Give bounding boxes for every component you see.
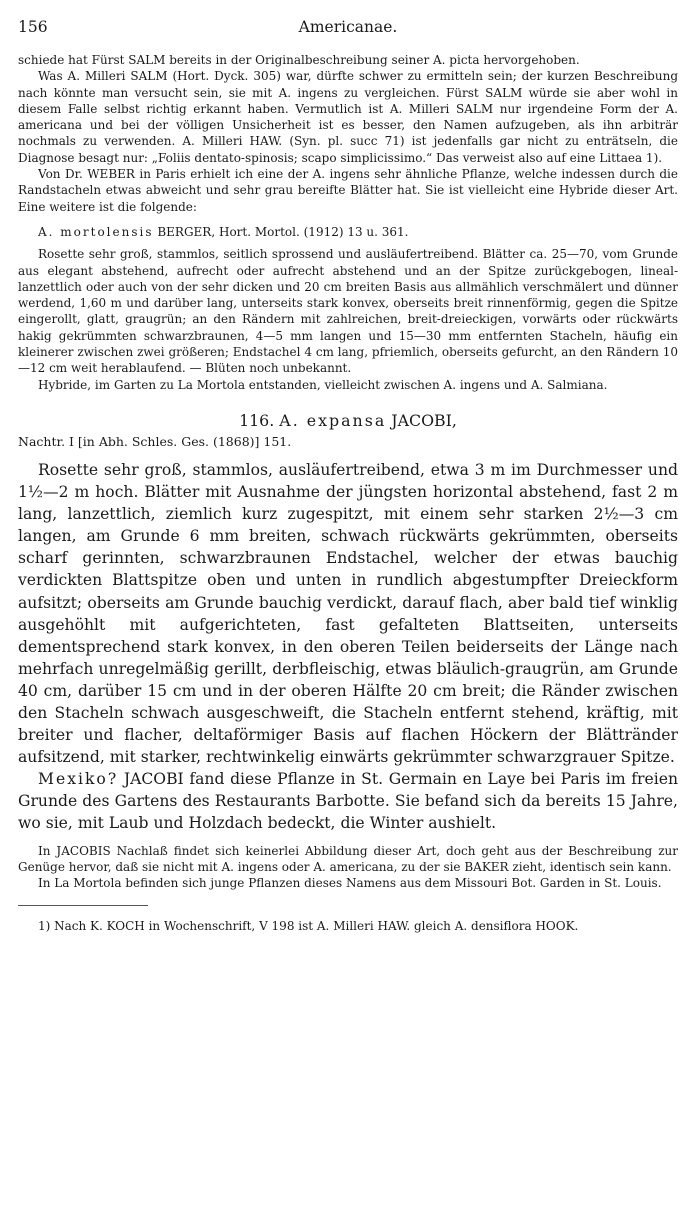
section-note: In JACOBIS Nachlaß findet sich keinerlei Abbildung dieser Art, doch geht aus der Beschreibung zur Genüge hervor, daß sie nicht mit A. ingens oder A. americana, zu der sie BAKER zieht, identisch sein kann. [18,843,678,874]
species-note: Hybride, im Garten zu La Mortola entstanden, vielleicht zwischen A. ingens und A. Salmiana. [38,377,608,392]
section-notes [18,843,678,892]
section-reference: Nachtr. I [in Abh. Schles. Ges. (1868)] 151. [18,433,292,449]
page-number: 156 [18,18,48,36]
species-description: Rosette sehr groß, stammlos, seitlich sprossend und ausläufertreibend. Blätter ca. 25—70, vom Grunde aus elegant abstehend, aufrecht oder aufrecht abstehend und an der Spitze zurückgebogen, lineal-lanzettlich oder auch von der sehr dicken und 20 cm breiten Basis aus allmählich verschmälert und dünner werdend, 1,60 m und darüber lang, unterseits stark konvex, oberseits breit rinnenförmig, gegen die Spitze eingerollt, glatt, graugrün; an den Rändern mit zahlreichen, breit-dreieckigen, vorwärts oder rückwärts hakig gekrümmten schwarzbraunen, 4—5 mm langen und 15—30 mm entfernten Stacheln, häufig ein kleinerer zwischen zwei größeren; Endstachel 4 cm lang, pfriemlich, oberseits gefurcht, an den Rändern 10—12 cm weit herablaufend. — Blüten noch unbekannt. [18,247,678,376]
locality-text: JACOBI fand diese Pflanze in St. Germain en Laye bei Paris im freien Grunde des Gartens des Restaurants Barbotte. Sie befand sich da bereits 15 Jahre, wo sie, mit Laub und Holzdach bedeckt, die Winter aushielt. [18,770,678,833]
section-title [18,411,678,430]
running-title: Americanae. [298,18,398,36]
paragraph: Von Dr. WEBER in Paris erhielt ich eine der A. ingens sehr ähnliche Pflanze, welche indessen durch die Randstacheln etwas abweicht und sehr grau bereifte Blätter hat. Sie ist vielleicht eine Hybride dieser Art. Eine weitere ist die folgende: [18,167,678,214]
species-citation: Hort. Mortol. (1912) 13 u. 361. [218,224,409,239]
intro-text [18,52,678,215]
species-heading [18,224,678,240]
footnote-block [18,918,678,934]
paragraph: Was A. Milleri SALM (Hort. Dyck. 305) war, dürfte schwer zu ermitteln sein; der kurzen Beschreibung nach könnte man versucht sein, sie mit A. ingens zu vergleichen. Fürst SALM würde sie aber wohl in diesem Falle selbst richtig erkannt haben. Vermutlich ist A. Milleri SALM nur irgendeine Form der A. americana und bei der völligen Unsicherheit ist es besser, den Namen aufzugeben, als ihn arbiträr nochmals zu verwenden. A. Milleri HAW. (Syn. pl. succ 71) ist jedenfalls gar nicht zu enträtseln, die Diagnose besagt nur: „Foliis dentato-spinosis; scapo simplicissimo.“ Das verweist also auf eine Littaea 1). [18,69,678,165]
section-number: 116. [239,410,275,430]
section-body [18,459,678,835]
section-author: JACOBI, [391,410,457,430]
locality-label: Mexiko? [38,770,119,789]
mortolensis-entry [18,224,678,393]
paragraph: schiede hat Fürst SALM bereits in der Originalbeschreibung seiner A. picta hervorgehoben. [18,53,580,67]
species-author: BERGER, [157,224,216,239]
section-name: A. expansa [279,410,387,430]
section-note: In La Mortola befinden sich junge Pflanzen dieses Namens aus dem Missouri Bot. Garden in St. Louis. [38,876,662,891]
species-name: A. mortolensis [38,224,154,239]
section-description: Rosette sehr groß, stammlos, ausläufertreibend, etwa 3 m im Durchmesser und 1½—2 m hoch. Blätter mit Ausnahme der jüngsten horizontal abstehend, fast 2 m lang, lanzettlich, ziemlich kurz zugespitzt, mit einem sehr starken 2½—3 cm langen, am Grunde 6 mm breiten, schwach rückwärts gekrümmten, oberseits scharf gerinnten, schwarzbraunen Endstachel, welcher der etwas bauchig verdickten Blattspitze oben und unten in rundlich abgestumpfter Dreieckform aufsitzt; oberseits am Grunde bauchig verdickt, darauf flach, aber bald tief winklig ausgehöhlt mit aufgerichteten, fast gefalteten Blattseiten, unterseits dementsprechend stark konvex, in den oberen Teilen beiderseits der Länge nach mehrfach unregelmäßig gerillt, derbfleischig, etwas bläulich-graugrün, am Grunde 40 cm, darüber 15 cm und in der oberen Hälfte 20 cm breit; die Ränder zwischen den Stacheln schwach ausgeschweift, die Stacheln entfernt stehend, kräftig, mit breiter und flacher, deltaförmiger Basis auf flachen Höckern der Blättränder aufsitzend, mit starker, rechtwinkelig einwärts gekrümmter schwarzgrauer Spitze. [18,460,678,767]
footnote: 1) Nach K. KOCH in Wochenschrift, V 198 ist A. Milleri HAW. gleich A. densiflora HOOK. [38,919,579,934]
footnote-divider [18,905,148,906]
page-header [18,18,678,52]
section-locality [18,768,678,834]
